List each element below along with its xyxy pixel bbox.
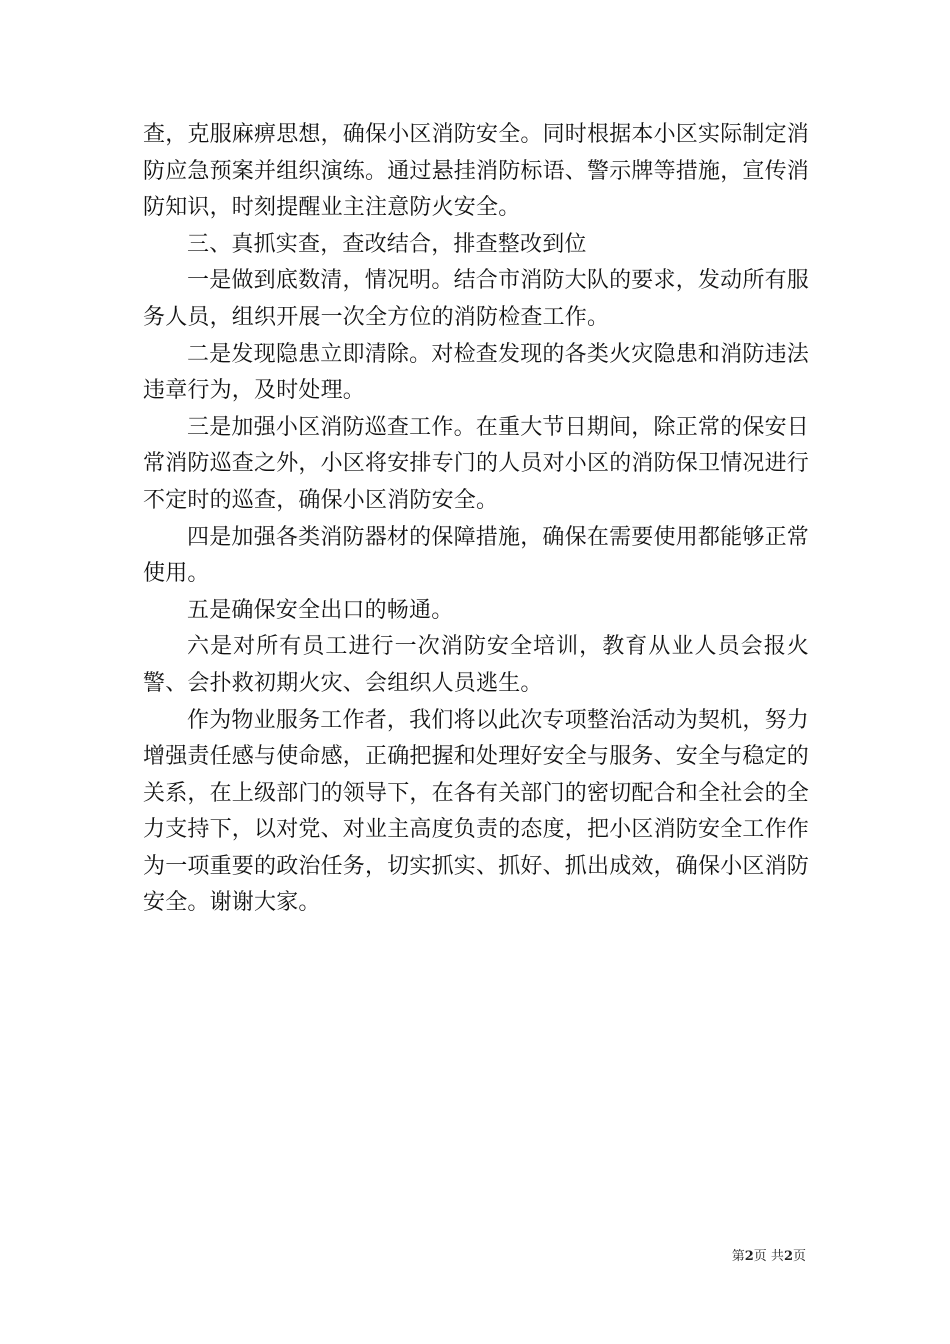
paragraph-item-1: 一是做到底数清，情况明。结合市消防大队的要求，发动所有服务人员，组织开展一次全方位的消防检查工作。 <box>143 268 809 330</box>
paragraph-item-3: 三是加强小区消防巡查工作。在重大节日期间，除正常的保安日常消防巡查之外，小区将安排专门的人员对小区的消防保卫情况进行不定时的巡查，确保小区消防安全。 <box>143 414 810 513</box>
paragraph-item-5: 五是确保安全出口的畅通。 <box>187 597 454 623</box>
page-footer <box>732 1249 806 1265</box>
section-heading-3: 三、真抓实查，查改结合，排查整改到位 <box>187 231 587 257</box>
footer-suffix: 页 <box>792 1249 806 1264</box>
paragraph-item-6: 六是对所有员工进行一次消防安全培训，教育从业人员会报火警、会扑救初期火灾、会组织人员逃生。 <box>143 634 809 696</box>
footer-total-pages: 2 <box>783 1249 793 1264</box>
footer-current-page: 2 <box>744 1249 754 1264</box>
document-body <box>143 117 809 922</box>
paragraph-item-2: 二是发现隐患立即清除。对检查发现的各类火灾隐患和消防违法违章行为，及时处理。 <box>143 341 809 404</box>
paragraph-1: 查，克服麻痹思想，确保小区消防安全。同时根据本小区实际制定消防应急预案并组织演练。通过悬挂消防标语、警示牌等措施，宣传消防知识，时刻提醒业主注意防火安全。 <box>143 122 810 221</box>
footer-middle: 页 共 <box>753 1249 784 1264</box>
paragraph-closing: 作为物业服务工作者，我们将以此次专项整治活动为契机，努力增强责任感与使命感，正确把握和处理好安全与服务、安全与稳定的关系，在上级部门的领导下，在各有关部门的密切配合和全社会的全力支持下，以对党、对业主高度负责的态度，把小区消防安全工作作为一项重要的政治任务，切实抓实、抓好、抓出成效，确保小区消防安全。谢谢大家。 <box>143 707 810 916</box>
paragraph-item-4: 四是加强各类消防器材的保障措施，确保在需要使用都能够正常使用。 <box>143 524 809 587</box>
footer-prefix: 第 <box>731 1249 745 1264</box>
